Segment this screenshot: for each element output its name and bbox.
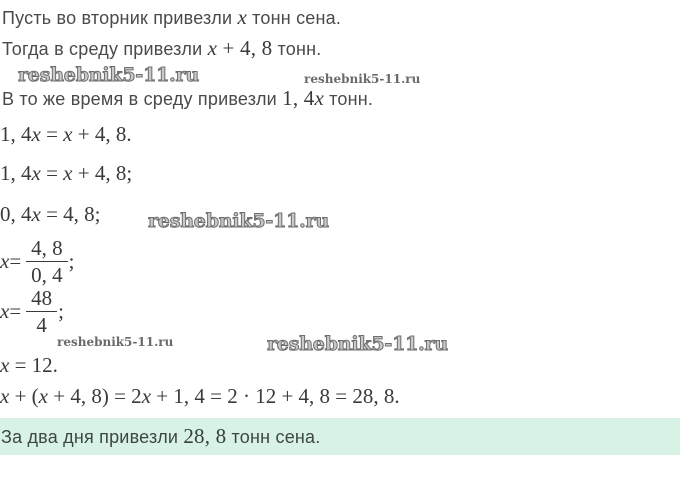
fraction-line-1 — [0, 237, 75, 286]
math-x: x — [207, 36, 218, 60]
frac1-semicolon: ; — [68, 249, 75, 274]
frac2-denominator: 4 — [36, 313, 47, 338]
frac1-var: x — [0, 249, 10, 274]
statement-wednesday-pre: Тогда в среду привезли — [2, 39, 208, 59]
statement-same-time — [2, 86, 373, 111]
watermark-top-right: reshebnik5-11.ru — [304, 72, 421, 86]
statement-same-time-pre: В то же время в среду привезли — [2, 89, 283, 109]
eq1-num: + 4, 8. — [72, 122, 132, 146]
answer-post: тонн сена. — [226, 427, 321, 447]
frac1-denominator: 0, 4 — [31, 263, 63, 288]
equation-1 — [0, 122, 132, 147]
final-equation — [0, 384, 400, 409]
answer-pre: За два дня привезли — [1, 427, 184, 447]
watermark-top-left: reshebnik5-11.ru — [18, 64, 199, 86]
watermark-middle: reshebnik5-11.ru — [148, 210, 329, 232]
result-value: = 12. — [9, 353, 58, 377]
final-seg: + ( — [9, 384, 39, 408]
statement-same-time-post: тонн. — [323, 89, 374, 109]
frac2-numerator: 48 — [26, 287, 57, 312]
statement-wednesday-post: тонн. — [272, 39, 322, 59]
eq1-op: = — [40, 122, 64, 146]
eq2-var: x — [63, 161, 73, 185]
math-x: x — [237, 5, 247, 29]
frac1-numerator: 4, 8 — [26, 237, 68, 262]
answer-text — [1, 424, 320, 449]
statement-wednesday — [2, 36, 321, 61]
eq1-num: 1, 4 — [0, 122, 32, 146]
math-x: x — [314, 86, 324, 110]
math-plus-4-8: + 4, 8 — [217, 36, 273, 60]
eq2-num: 1, 4 — [0, 161, 32, 185]
fraction — [26, 287, 57, 336]
result-line — [0, 353, 58, 378]
fraction-line-2 — [0, 287, 64, 336]
eq2-num: + 4, 8; — [72, 161, 133, 185]
final-var: x — [38, 384, 48, 408]
eq3-var: x — [31, 202, 41, 226]
result-var: x — [0, 353, 10, 377]
final-seg: + 4, 8) = 2 — [48, 384, 142, 408]
eq1-var: x — [31, 122, 41, 146]
watermark-bottom-middle: reshebnik5-11.ru — [267, 333, 448, 355]
frac2-semicolon: ; — [58, 299, 65, 324]
equation-3 — [0, 202, 101, 227]
final-var: x — [0, 384, 10, 408]
eq1-var: x — [63, 122, 73, 146]
frac2-equals: = — [9, 299, 22, 324]
statement-tuesday — [2, 5, 341, 30]
watermark-bottom-left: reshebnik5-11.ru — [57, 335, 174, 349]
eq2-op: = — [40, 161, 64, 185]
final-var: x — [141, 384, 152, 408]
statement-tuesday-post: тонн сена. — [246, 8, 342, 28]
answer-math: 28, 8 — [183, 424, 227, 448]
final-seg: + 1, 4 = 2 · 12 + 4, 8 = 28, 8. — [151, 384, 400, 408]
math-1-4: 1, 4 — [282, 86, 315, 110]
statement-tuesday-pre: Пусть во вторник привезли — [2, 8, 238, 28]
eq3-num: 0, 4 — [0, 202, 32, 226]
frac1-equals: = — [9, 249, 22, 274]
answer-banner — [0, 418, 680, 455]
equation-2 — [0, 161, 132, 186]
fraction — [26, 237, 68, 286]
eq3-rhs: = 4, 8; — [40, 202, 101, 226]
frac2-var: x — [0, 299, 10, 324]
eq2-var: x — [31, 161, 41, 185]
